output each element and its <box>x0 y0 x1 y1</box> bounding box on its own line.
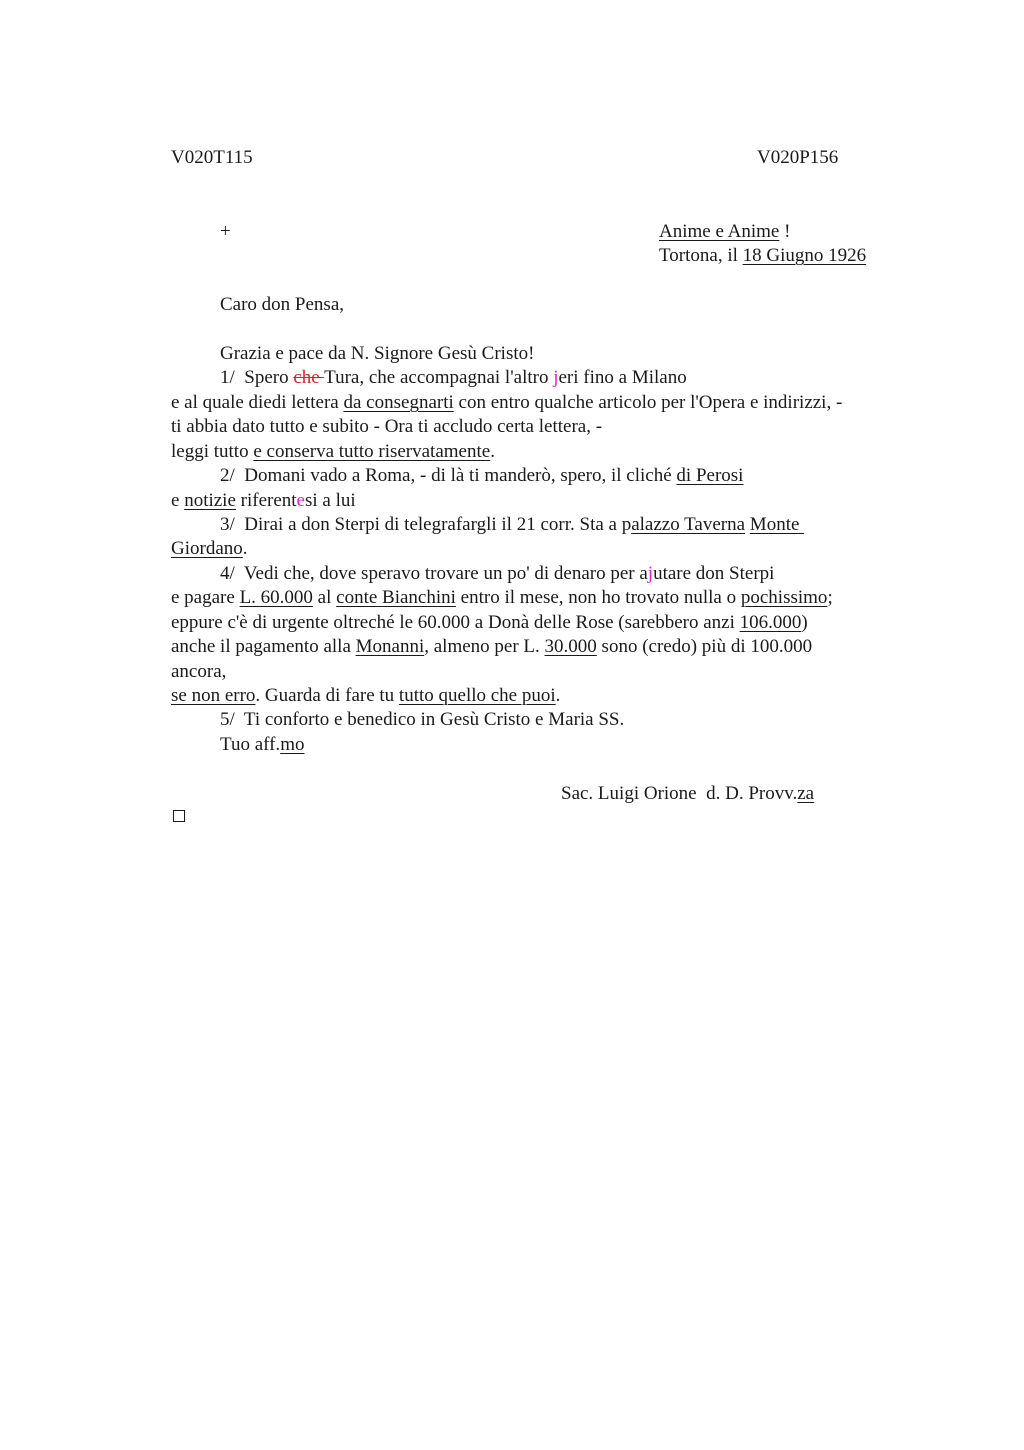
p2-text: riferent <box>235 490 297 511</box>
dateline <box>659 244 866 268</box>
p4-text: anche il pagamento alla <box>171 636 356 657</box>
p4-underlined: 106.000 <box>739 612 802 633</box>
p2-correction-letter: e <box>296 490 305 511</box>
p3-text: . <box>242 538 248 559</box>
p4-underlined: se non erro <box>171 685 256 706</box>
p1-underlined: e conserva tutto riservatamente <box>253 441 491 462</box>
closing-text: Tuo aff. <box>220 734 281 755</box>
p2-underlined: di Perosi <box>676 465 744 486</box>
cross-symbol: + <box>220 221 231 242</box>
p1-text: eri fino a Milano <box>558 367 687 388</box>
p4-line-3 <box>171 611 808 635</box>
p1-struck-word: che <box>293 367 325 388</box>
closing-underlined: mo <box>280 734 305 755</box>
p4-text: entro il mese, non ho trovato nulla o <box>455 587 741 608</box>
p2-line-1 <box>220 464 743 488</box>
p4-underlined: 30.000 <box>544 636 597 657</box>
p1-text: leggi tutto <box>171 441 254 462</box>
signature <box>561 782 814 806</box>
dateline-date: 18 Giugno 1926 <box>742 245 867 266</box>
p4-line-1 <box>220 562 774 586</box>
p4-line-6 <box>171 684 560 708</box>
p1-line-2 <box>171 391 842 415</box>
salutation: Caro don Pensa, <box>220 294 345 315</box>
p2-line-2 <box>171 489 356 513</box>
p4-text: . <box>555 685 561 706</box>
p1-underlined: da consegnarti <box>343 392 454 413</box>
p4-text: , almeno per L. <box>424 636 545 657</box>
signature-underlined: za <box>797 783 815 804</box>
p2-underlined: notizie <box>184 490 236 511</box>
p4-line-2 <box>171 586 833 610</box>
p1-line-3: ti abbia dato tutto e subito - Ora ti accludo certa lettera, - <box>171 416 603 437</box>
square-symbol-icon <box>173 810 185 822</box>
p2-text: si a lui <box>304 490 356 511</box>
p4-underlined: tutto quello che puoi <box>398 685 556 706</box>
p1-text: 1/ Spero <box>220 367 294 388</box>
p4-underlined: L. 60.000 <box>239 587 313 608</box>
p1-line-4 <box>171 440 495 464</box>
p1-text: e al quale diedi lettera <box>171 392 344 413</box>
p3-text: 3/ Dirai a don Sterpi di telegrafargli il 21 corr. Sta a p <box>220 514 632 535</box>
p4-underlined: conte Bianchini <box>336 587 456 608</box>
motto-text: Anime e Anime <box>659 221 780 242</box>
p4-line-4 <box>171 635 812 659</box>
p4-correction-letter: j <box>647 563 654 584</box>
closing <box>220 733 304 757</box>
p3-underlined: alazzo Taverna <box>631 514 746 535</box>
p1-text: Tura, che accompagnai l'altro <box>324 367 554 388</box>
p4-text: sono (credo) più di 100.000 <box>596 636 813 657</box>
p5-line-1: 5/ Ti conforto e benedico in Gesù Cristo e Maria SS. <box>220 709 625 730</box>
p4-line-5: ancora, <box>171 661 227 682</box>
p4-text: ) <box>801 612 808 633</box>
p4-text: e pagare <box>171 587 240 608</box>
motto-suffix: ! <box>779 221 791 242</box>
greeting: Grazia e pace da N. Signore Gesù Cristo! <box>220 343 535 364</box>
p4-text: utare don Sterpi <box>653 563 775 584</box>
p4-text: 4/ Vedi che, dove speravo trovare un po' di denaro per a <box>220 563 648 584</box>
document-code-left: V020T115 <box>171 147 253 168</box>
p1-text: . <box>490 441 495 462</box>
document-code-right: V020P156 <box>757 147 839 168</box>
p1-correction-letter: j <box>553 367 559 388</box>
p4-text: al <box>312 587 337 608</box>
p4-text: . Guarda di fare tu <box>255 685 399 706</box>
p4-underlined: pochissimo <box>740 587 828 608</box>
p1-line-1 <box>220 366 687 390</box>
p2-text: 2/ Domani vado a Roma, - di là ti manderò, spero, il cliché <box>220 465 677 486</box>
p4-underlined: Monanni <box>355 636 425 657</box>
dateline-prefix: Tortona, il <box>659 245 743 266</box>
motto-line <box>659 220 790 244</box>
p4-text: eppure c'è di urgente oltreché le 60.000 a Donà delle Rose (sarebbero anzi <box>171 612 740 633</box>
p3-underlined: Giordano <box>171 538 243 559</box>
p3-line-2 <box>171 537 248 561</box>
p3-underlined: Monte <box>749 514 805 535</box>
signature-text: Sac. Luigi Orione d. D. Provv. <box>561 783 798 804</box>
p2-text: e <box>171 490 185 511</box>
p1-text: con entro qualche articolo per l'Opera e indirizzi, - <box>453 392 843 413</box>
p3-line-1 <box>220 513 804 537</box>
p4-text: ; <box>827 587 833 608</box>
